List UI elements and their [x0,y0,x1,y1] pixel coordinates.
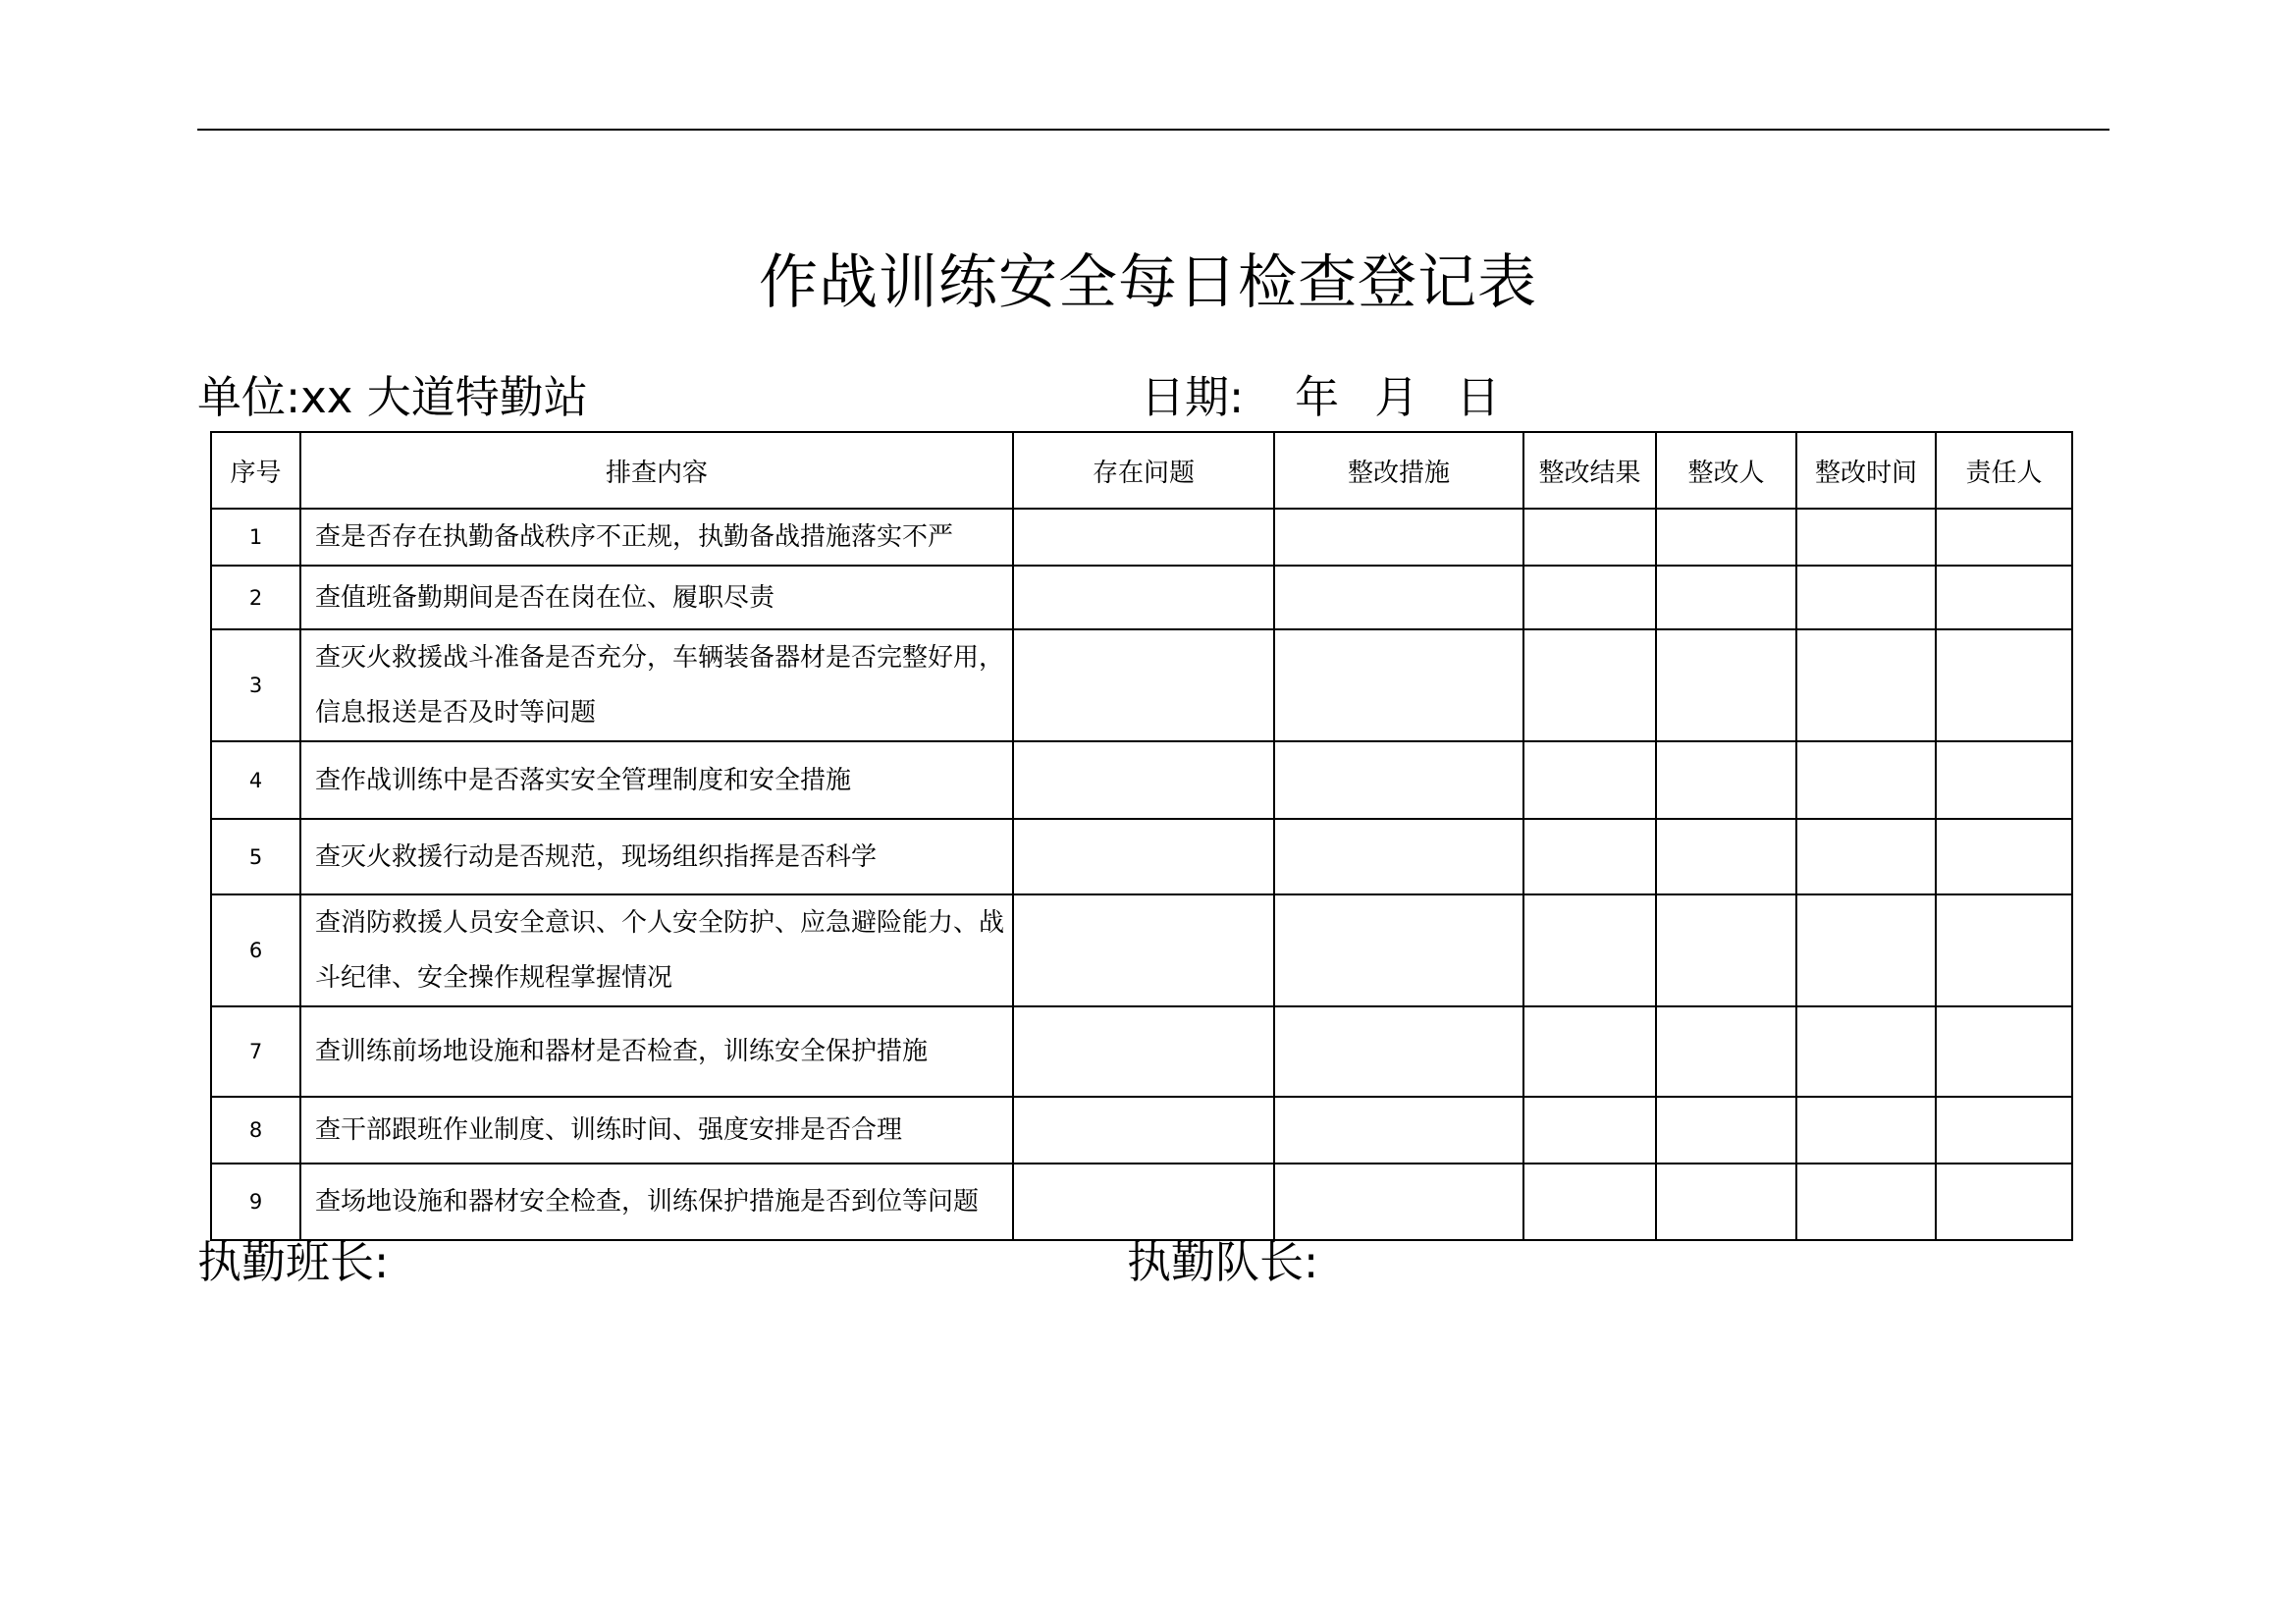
cell-issue[interactable] [1013,741,1274,819]
cell-responsible[interactable] [1936,1097,2072,1164]
row-number: 8 [211,1097,300,1164]
cell-time[interactable] [1796,509,1936,566]
table-row [211,509,2072,566]
table-row [211,819,2072,894]
table-row [211,1006,2072,1097]
cell-result[interactable] [1523,629,1656,741]
cell-responsible[interactable] [1936,741,2072,819]
team-leader-label: 执勤队长: [1127,1236,1319,1288]
date-year: 年 [1295,371,1340,423]
cell-measures[interactable] [1274,1164,1523,1240]
unit-label: 单位: [197,371,301,423]
row-content [300,894,1013,1006]
squad-leader-label: 执勤班长: [197,1236,390,1288]
table-row [211,741,2072,819]
cell-result[interactable] [1523,1164,1656,1240]
date-label: 日期: [1141,371,1245,423]
cell-measures[interactable] [1274,629,1523,741]
cell-result[interactable] [1523,1006,1656,1097]
cell-result[interactable] [1523,509,1656,566]
col-header-content: 排查内容 [300,432,1013,509]
cell-measures[interactable] [1274,1097,1523,1164]
cell-time[interactable] [1796,629,1936,741]
inspection-table [210,431,2073,1241]
row-number: 2 [211,566,300,629]
col-header-time: 整改时间 [1796,432,1936,509]
cell-responsible[interactable] [1936,819,2072,894]
col-header-result: 整改结果 [1523,432,1656,509]
row-content-line: 查消防救援人员安全意识、个人安全防护、应急避险能力、战 [315,908,1005,938]
page-title: 作战训练安全每日检查登记表 [759,248,1537,317]
row-number: 7 [211,1006,300,1097]
cell-issue[interactable] [1013,509,1274,566]
cell-issue[interactable] [1013,894,1274,1006]
cell-issue[interactable] [1013,1164,1274,1240]
table-row [211,894,2072,1006]
cell-responsible[interactable] [1936,509,2072,566]
cell-issue[interactable] [1013,566,1274,629]
cell-person[interactable] [1656,629,1796,741]
cell-responsible[interactable] [1936,1006,2072,1097]
cell-issue[interactable] [1013,819,1274,894]
date-day: 日 [1456,371,1501,423]
cell-issue[interactable] [1013,629,1274,741]
row-content-line: 斗纪律、安全操作规程掌握情况 [315,963,673,993]
cell-measures[interactable] [1274,819,1523,894]
cell-person[interactable] [1656,1164,1796,1240]
cell-person[interactable] [1656,819,1796,894]
header-rule [197,129,2109,131]
table-row [211,1164,2072,1240]
cell-issue[interactable] [1013,1097,1274,1164]
cell-person[interactable] [1656,566,1796,629]
row-content-line: 信息报送是否及时等问题 [315,698,597,728]
cell-result[interactable] [1523,1097,1656,1164]
cell-time[interactable] [1796,819,1936,894]
cell-result[interactable] [1523,566,1656,629]
col-header-responsible: 责任人 [1936,432,2072,509]
cell-person[interactable] [1656,1006,1796,1097]
cell-responsible[interactable] [1936,566,2072,629]
cell-measures[interactable] [1274,509,1523,566]
col-header-person: 整改人 [1656,432,1796,509]
cell-responsible[interactable] [1936,894,2072,1006]
row-number: 6 [211,894,300,1006]
cell-time[interactable] [1796,1097,1936,1164]
cell-result[interactable] [1523,741,1656,819]
cell-measures[interactable] [1274,566,1523,629]
cell-time[interactable] [1796,566,1936,629]
cell-time[interactable] [1796,1164,1936,1240]
table-row [211,566,2072,629]
col-header-issue: 存在问题 [1013,432,1274,509]
row-content: 查值班备勤期间是否在岗在位、履职尽责 [300,566,1013,629]
cell-responsible[interactable] [1936,629,2072,741]
row-content: 查作战训练中是否落实安全管理制度和安全措施 [300,741,1013,819]
date-month: 月 [1374,371,1419,423]
row-number: 4 [211,741,300,819]
date-line [1141,368,1500,427]
row-content-line: 查灭火救援战斗准备是否充分，车辆装备器材是否完整好用， [315,643,1005,673]
cell-person[interactable] [1656,509,1796,566]
table-row [211,1097,2072,1164]
row-number: 9 [211,1164,300,1240]
col-header-measures: 整改措施 [1274,432,1523,509]
row-content: 查干部跟班作业制度、训练时间、强度安排是否合理 [300,1097,1013,1164]
row-content [300,629,1013,741]
row-number: 5 [211,819,300,894]
cell-time[interactable] [1796,741,1936,819]
cell-person[interactable] [1656,894,1796,1006]
cell-measures[interactable] [1274,1006,1523,1097]
row-number: 1 [211,509,300,566]
col-header-no: 序号 [211,432,300,509]
cell-result[interactable] [1523,819,1656,894]
cell-person[interactable] [1656,741,1796,819]
cell-responsible[interactable] [1936,1164,2072,1240]
cell-person[interactable] [1656,1097,1796,1164]
cell-result[interactable] [1523,894,1656,1006]
cell-issue[interactable] [1013,1006,1274,1097]
table-header-row [211,432,2072,509]
cell-time[interactable] [1796,894,1936,1006]
row-content: 查场地设施和器材安全检查，训练保护措施是否到位等问题 [300,1164,1013,1240]
unit-line [197,368,588,427]
row-content: 查训练前场地设施和器材是否检查，训练安全保护措施 [300,1006,1013,1097]
cell-time[interactable] [1796,1006,1936,1097]
row-content: 查是否存在执勤备战秩序不正规，执勤备战措施落实不严 [300,509,1013,566]
cell-measures[interactable] [1274,894,1523,1006]
table-row [211,629,2072,741]
row-number: 3 [211,629,300,741]
unit-value: xx 大道特勤站 [300,371,588,423]
row-content: 查灭火救援行动是否规范，现场组织指挥是否科学 [300,819,1013,894]
cell-measures[interactable] [1274,741,1523,819]
